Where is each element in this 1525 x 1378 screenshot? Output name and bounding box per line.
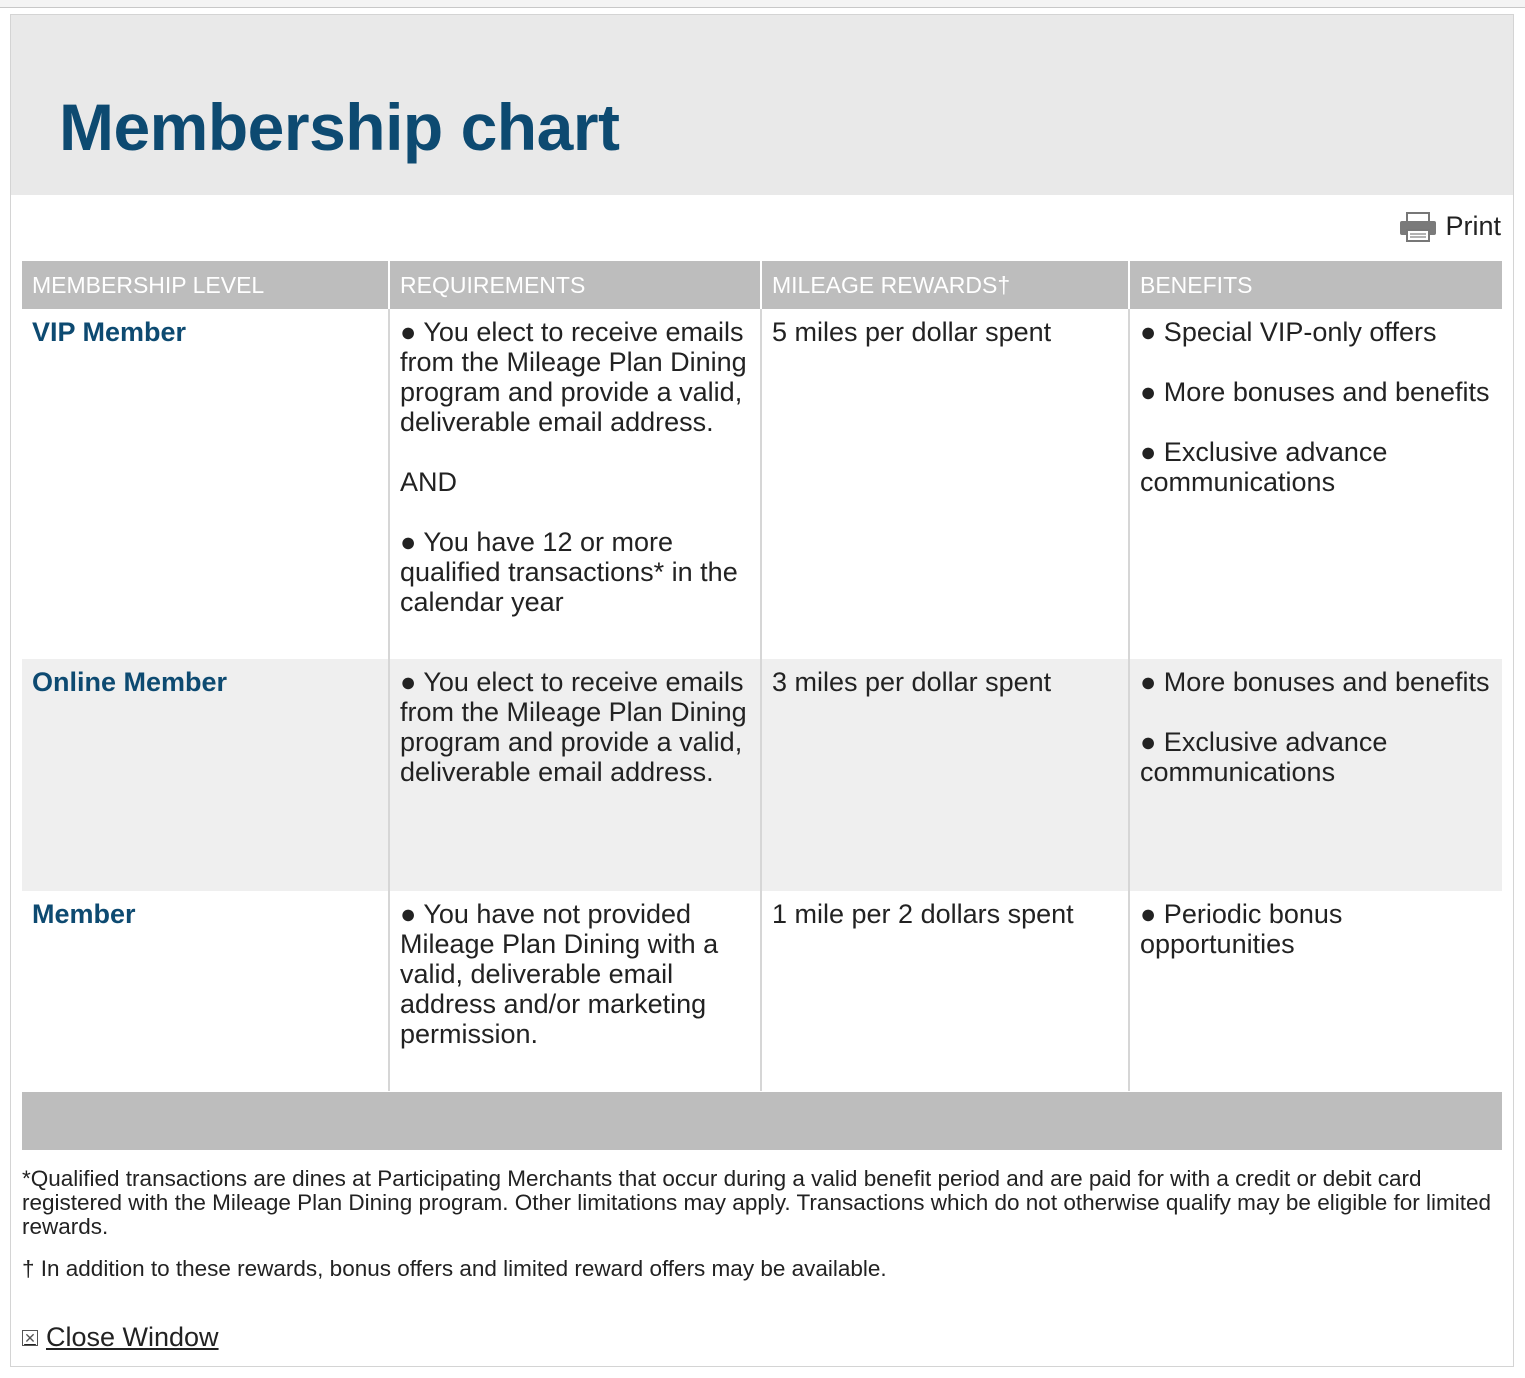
table-footer-bar: [22, 1092, 1502, 1150]
print-button[interactable]: [1399, 211, 1501, 242]
close-window-label: Close Window: [46, 1322, 219, 1352]
table-row-vip: [22, 309, 1502, 659]
benefit-item: ● More bonuses and benefits: [1140, 377, 1490, 407]
browser-top-bar: [0, 0, 1525, 8]
membership-level: Online Member: [32, 667, 228, 697]
benefits-cell: [1129, 891, 1502, 1091]
footnote-dagger: † In addition to these rewards, bonus offers and limited reward offers may be available.: [22, 1256, 887, 1281]
benefit-item: ● Exclusive advance communications: [1140, 727, 1388, 787]
membership-level: VIP Member: [32, 317, 187, 347]
close-icon: ✕: [22, 1330, 38, 1346]
rewards-cell: [761, 891, 1129, 1091]
membership-level-cell: [22, 891, 389, 1091]
page-title: Membership chart: [59, 90, 620, 164]
printer-icon: [1399, 212, 1437, 242]
rewards-cell: [761, 659, 1129, 891]
membership-level-cell: [22, 659, 389, 891]
requirement-item: ● You have not provided Mileage Plan Dining with a valid, deliverable email address and/or marketing permission.: [400, 899, 719, 1049]
close-window-link[interactable]: [22, 1322, 219, 1353]
membership-level-cell: [22, 309, 389, 659]
requirements-cell: [389, 659, 761, 891]
benefits-cell: [1129, 309, 1502, 659]
column-header-requirements: REQUIREMENTS: [389, 261, 761, 309]
requirement-item: ● You have 12 or more qualified transactions* in the calendar year: [400, 527, 738, 617]
requirement-item: ● You elect to receive emails from the Mileage Plan Dining program and provide a valid, deliverable email address.: [400, 667, 747, 787]
reward-value: 1 mile per 2 dollars spent: [772, 899, 1074, 929]
benefit-item: ● Periodic bonus opportunities: [1140, 899, 1343, 959]
rewards-cell: [761, 309, 1129, 659]
reward-value: 5 miles per dollar spent: [772, 317, 1052, 347]
membership-table: [22, 261, 1502, 1091]
footnotes: [22, 1167, 1506, 1299]
table-row-online: [22, 659, 1502, 891]
benefit-item: ● More bonuses and benefits: [1140, 667, 1490, 697]
column-header-rewards: MILEAGE REWARDS†: [761, 261, 1129, 309]
column-header-benefits: BENEFITS: [1129, 261, 1502, 309]
popup-window: [10, 14, 1514, 1367]
benefit-item: ● Special VIP-only offers: [1140, 317, 1437, 347]
table-row-member: [22, 891, 1502, 1091]
reward-value: 3 miles per dollar spent: [772, 667, 1052, 697]
print-label: Print: [1445, 211, 1501, 241]
column-header-level: MEMBERSHIP LEVEL: [22, 261, 389, 309]
requirement-item: ● You elect to receive emails from the Mileage Plan Dining program and provide a valid, deliverable email address.: [400, 317, 747, 437]
requirement-item: AND: [400, 467, 458, 497]
membership-table-wrap: [22, 261, 1502, 1091]
benefits-cell: [1129, 659, 1502, 891]
requirements-cell: [389, 891, 761, 1091]
page-header: [11, 15, 1513, 195]
requirements-cell: [389, 309, 761, 659]
membership-level: Member: [32, 899, 136, 929]
benefit-item: ● Exclusive advance communications: [1140, 437, 1388, 497]
footnote-qualified: *Qualified transactions are dines at Participating Merchants that occur during a valid benefit period and are paid for with a credit or debit card registered with the Mileage Plan Dining program. Other limitations may apply. Transactions which do not otherwise qualify may be eligible for limited rewards.: [22, 1166, 1492, 1239]
table-header-row: [22, 261, 1502, 309]
